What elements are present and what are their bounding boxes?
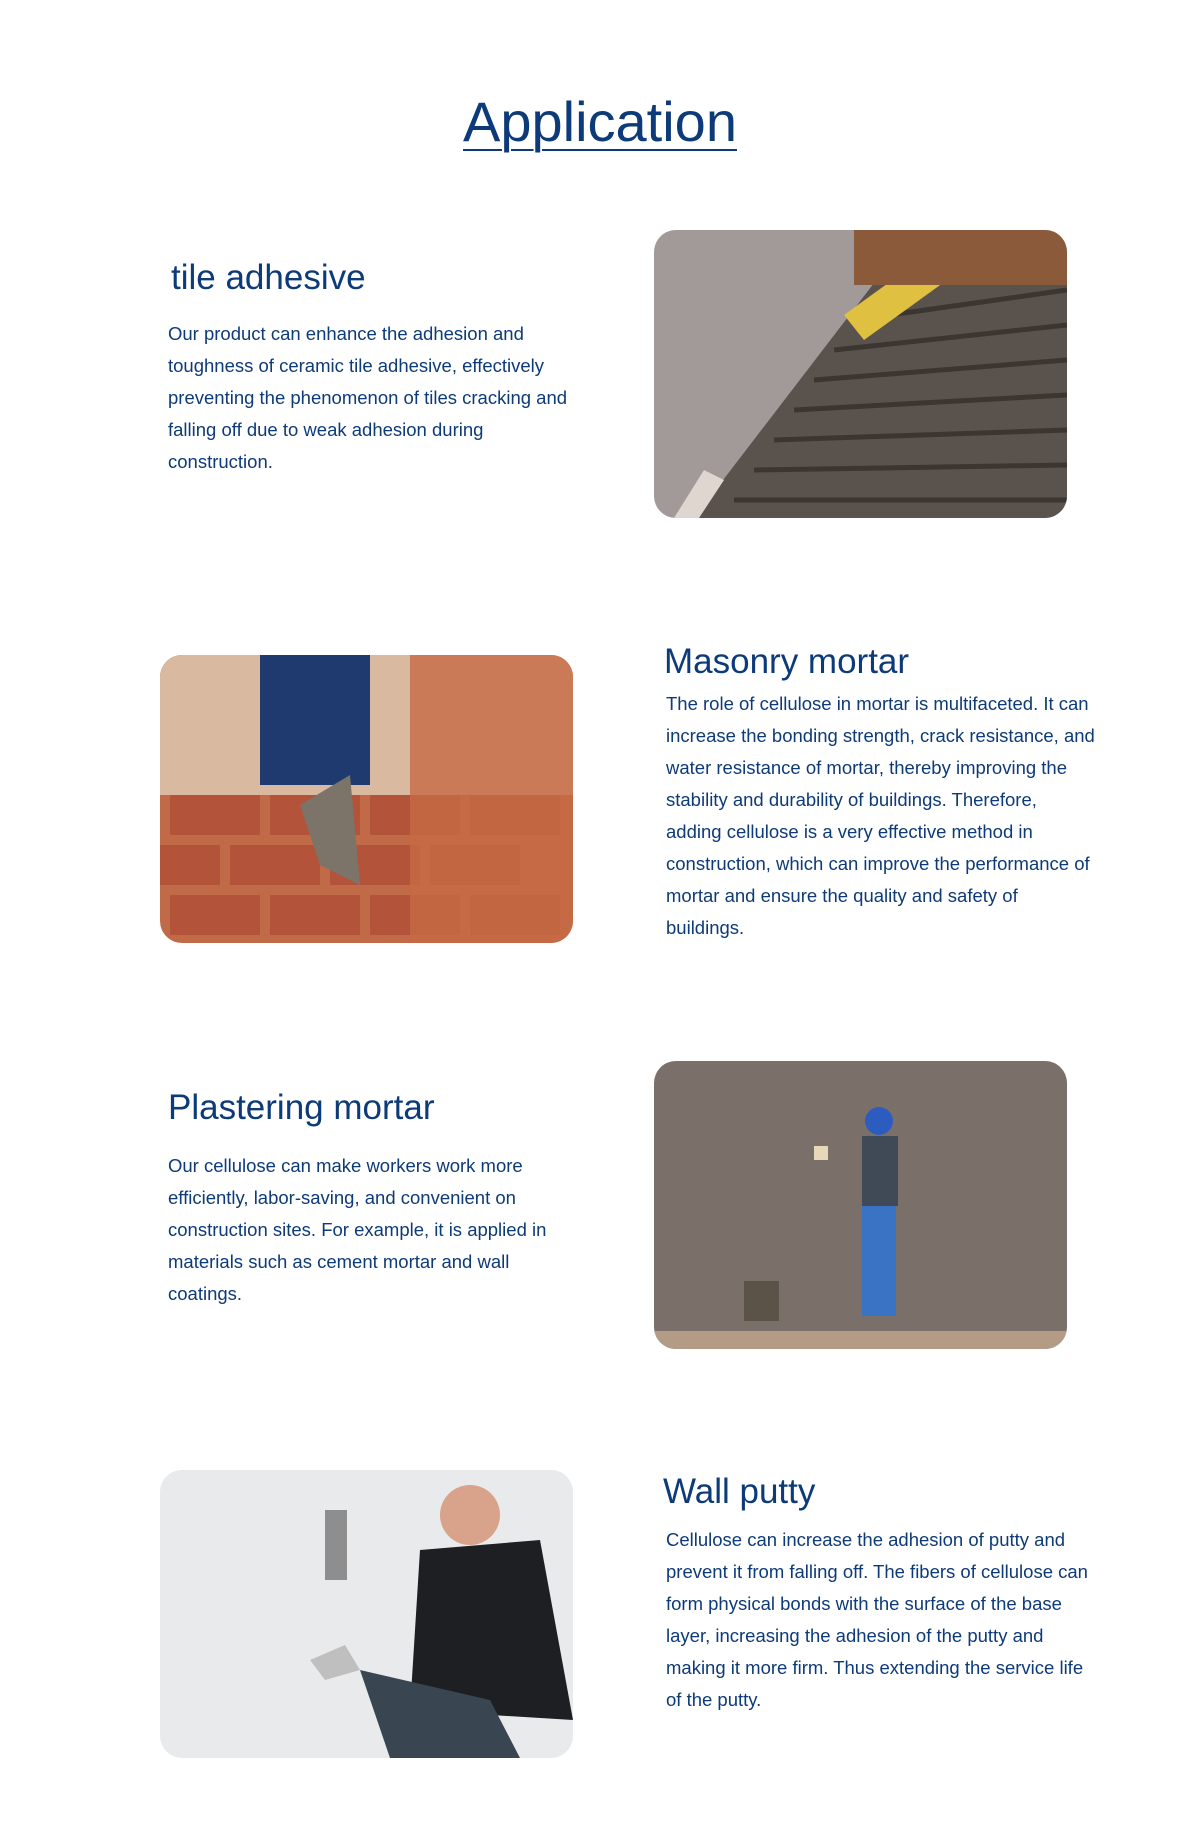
section-heading-plastering-mortar: Plastering mortar — [168, 1088, 435, 1127]
page-title-text: Application — [463, 90, 737, 153]
page-title — [0, 86, 1200, 158]
section-heading-masonry-mortar: Masonry mortar — [664, 642, 910, 681]
wall-putty-photo — [160, 1470, 573, 1758]
section-heading-tile-adhesive: tile adhesive — [171, 258, 366, 297]
masonry-mortar-photo — [160, 655, 573, 943]
section-body-plastering-mortar: Our cellulose can make workers work more efficiently, labor-saving, and convenient on construction sites. For example, it is applied in materials such as cement mortar and wall coatings. — [168, 1155, 547, 1304]
section-body-wall-putty: Cellulose can increase the adhesion of putty and prevent it from falling off. The fibers of cellulose can form physical bonds with the surface of the base layer, increasing the adhesion of the putty and making it more firm. Thus extending the service life of the putty. — [666, 1529, 1088, 1710]
section-heading-wall-putty: Wall putty — [663, 1472, 816, 1511]
section-body-tile-adhesive: Our product can enhance the adhesion and toughness of ceramic tile adhesive, effectively preventing the phenomenon of tiles cracking and falling off due to weak adhesion during construction. — [168, 323, 568, 472]
section-body-masonry-mortar: The role of cellulose in mortar is multifaceted. It can increase the bonding strength, crack resistance, and water resistance of mortar, thereby improving the stability and durability of buildings. Therefore, adding cellulose is a very effective method in construction, which can improve the performance of mortar and ensure the quality and safety of buildings. — [666, 693, 1095, 938]
tile-adhesive-photo — [654, 230, 1067, 518]
plastering-mortar-photo — [654, 1061, 1067, 1349]
